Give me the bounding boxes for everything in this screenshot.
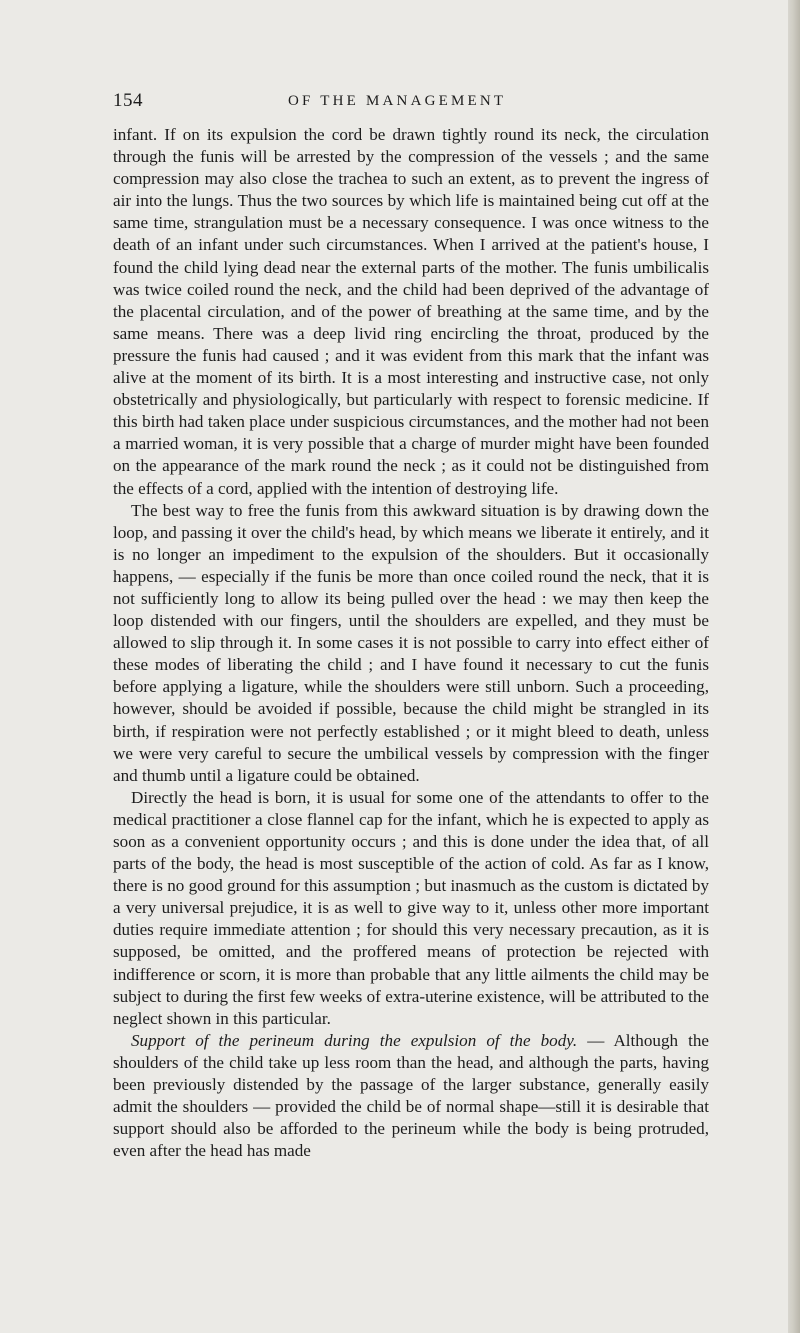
paragraph-2: The best way to free the funis from this awkward situation is by drawing down the loop, and passing it over the child's head, by which means we liberate it entirely, and it is no longer an impediment to the expulsion of the shoulders. But it occasionally happens, — especially if the funis be more than once coiled round the neck, that it is not sufficiently long to allow its being pulled over the head : we may then keep the loop distended with our fingers, until the shoulders are expelled, and they must be allowed to slip through it. In some cases it is not possible to carry into effect either of these modes of liberating the child ; and I have found it necessary to cut the funis before applying a ligature, while the shoulders were still unborn. Such a proceeding, however, should be avoided if possible, because the child might be strangled in its birth, if respiration were not perfectly established ; or it might bleed to death, unless we were very careful to secure the umbilical vessels by compression with the finger and thumb until a ligature could be obtained. [113, 500, 709, 785]
page-number: 154 [113, 90, 143, 111]
paragraph-4-text: — Although the shoulders of the child take up less room than the head, and although the parts, having been previously distended by the passage of the larger substance, generally easily admit the shoulders — provided the child be of normal shape—still it is desirable that support should also be afforded to the perineum while the body is being protruded, even after the head has made [113, 1030, 709, 1161]
paragraph-3: Directly the head is born, it is usual for some one of the attendants to offer to the medical practitioner a close flannel cap for the infant, which he is expected to apply as soon as a convenient opportunity occurs ; and this is done under the idea that, of all parts of the body, the head is most susceptible of the action of cold. As far as I know, there is no good ground for this assumption ; but inasmuch as the custom is dictated by a very universal prejudice, it is as well to give way to it, unless other more important duties require immediate attention ; for should this very necessary precaution, as it is supposed, be omitted, and the proffered means of protection be rejected with indifference or scorn, it is more than probable that any little ailments the child may be subject to during the first few weeks of extra-uterine existence, will be attributed to the neglect shown in this particular. [113, 787, 709, 1028]
page-header [113, 90, 713, 114]
body-text [113, 124, 709, 1162]
running-title: OF THE MANAGEMENT [288, 93, 507, 109]
book-spine-edge [788, 0, 800, 1333]
paragraph-4 [113, 1030, 709, 1163]
section-heading: Support of the perineum during the expulsion of the body. [131, 1030, 578, 1050]
paragraph-1: infant. If on its expulsion the cord be drawn tightly round its neck, the circulation through the funis will be arrested by the compression of the vessels ; and the same compression may also close the trachea to such an extent, as to prevent the ingress of air into the lungs. Thus the two sources by which life is maintained being cut off at the same time, strangulation must be a necessary consequence. I was once witness to the death of an infant under such circumstances. When I arrived at the patient's house, I found the child lying dead near the external parts of the mother. The funis umbilicalis was twice coiled round the neck, and the child had been deprived of the advantage of the placental circulation, and of the power of breathing at the same time, and by the same means. There was a deep livid ring encircling the throat, produced by the pressure the funis had caused ; and it was evident from this mark that the infant was alive at the moment of its birth. It is a most interesting and instructive case, not only obstetrically and physiologically, but particularly with respect to forensic medicine. If this birth had taken place under suspicious circumstances, and the mother had not been a married woman, it is very possible that a charge of murder might have been founded on the appearance of the mark round the neck ; as it could not be distinguished from the effects of a cord, applied with the intention of destroying life. [113, 125, 709, 498]
